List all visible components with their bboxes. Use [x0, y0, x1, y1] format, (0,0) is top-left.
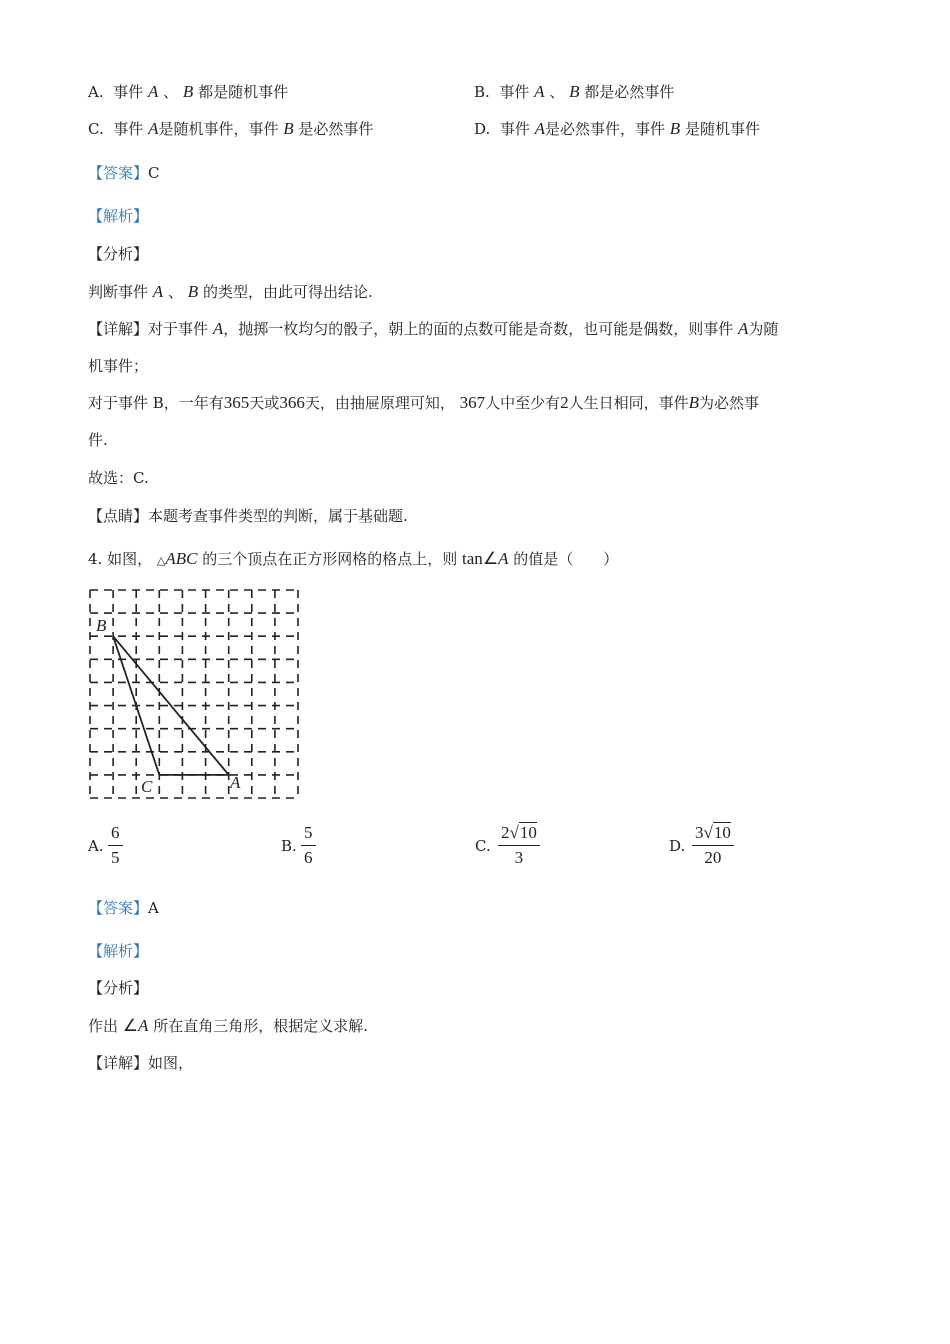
option-text: 都是随机事件 [198, 83, 289, 101]
number: 2 [560, 393, 569, 412]
option-text: 事件 [499, 83, 530, 101]
triangle-symbol: △ [156, 554, 166, 567]
angle-symbol: ∠ [122, 1016, 139, 1035]
q4-answer [88, 898, 159, 918]
answer-value: A [148, 899, 159, 917]
q4-option-c-letter: C. [475, 837, 491, 855]
option-letter: B. [474, 83, 490, 101]
answer-value: C [148, 164, 160, 182]
text: 的三个顶点在正方形网格的格点上，则 [202, 550, 458, 568]
q3-option-c [88, 119, 373, 139]
option-text: 、 [163, 83, 179, 101]
q4-option-b-letter: B. [281, 837, 297, 855]
vertex-b-label: B [96, 616, 107, 635]
coefficient: 3 [695, 823, 704, 842]
math-var: B [283, 119, 294, 138]
math-var: A [148, 119, 159, 138]
q4-detail [88, 1053, 193, 1073]
answer-label: 【答案】 [88, 164, 149, 182]
numerator: 3√10 [695, 823, 731, 842]
radicand: 10 [713, 823, 731, 842]
vertex-a-label: A [230, 773, 241, 792]
q4-option-c-fraction [498, 823, 540, 868]
option-letter: A. [88, 83, 104, 101]
option-text: 是随机事件，事件 [158, 120, 279, 138]
text: ，抛掷一枚均匀的骰子，朝上的面的点数可能是奇数，也可能是偶数，则事件 [223, 320, 734, 338]
vertex-c-label: C [141, 777, 153, 796]
q4-jiexi-label: 【解析】 [88, 942, 149, 960]
number: 366 [279, 393, 305, 412]
math-func: tan [462, 549, 483, 568]
text: 对于事件 [148, 320, 209, 338]
math-var: B [669, 119, 681, 138]
q4-fenxi-label: 【分析】 [88, 979, 149, 997]
option-text: 是随机事件 [684, 120, 760, 138]
text: 所在直角三角形，根据定义求解. [153, 1017, 368, 1035]
text: 的值是（ ） [513, 550, 619, 568]
q3-detail-line1-cont: 机事件； [88, 357, 149, 375]
q3-fenxi-text [88, 282, 373, 302]
coefficient: 2 [501, 823, 510, 842]
numerator: 2√10 [501, 823, 537, 842]
math-var: B [182, 82, 194, 101]
option-text: 都是必然事件 [584, 83, 675, 101]
number: 365 [223, 393, 250, 412]
option-text: 是必然事件 [298, 120, 374, 138]
q3-detail-line1 [88, 319, 778, 339]
text: 4. 如图， [88, 550, 153, 568]
q3-choose: 故选：C. [88, 469, 149, 487]
radicand: 10 [519, 823, 537, 842]
q4-option-d-letter: D. [669, 837, 686, 855]
dashed-grid [90, 590, 298, 798]
denominator: 5 [111, 848, 120, 867]
answer-label: 【答案】 [88, 899, 149, 917]
option-text: 事件 [113, 83, 144, 101]
math-var: A [534, 82, 545, 101]
option-text: 事件 [113, 120, 144, 138]
angle-symbol: ∠ [482, 549, 499, 568]
denominator: 3 [514, 848, 524, 867]
math-var: A [147, 82, 159, 101]
q4-option-a-fraction [108, 823, 123, 868]
q3-detail-line2 [88, 393, 759, 413]
text: 判断事件 [88, 283, 149, 301]
text: 人生日相同，事件 [568, 394, 689, 412]
text: 为必然事 [699, 394, 760, 412]
text: 如图， [148, 1054, 194, 1072]
detail-label: 【详解】 [88, 1054, 149, 1072]
q4-fenxi-text [88, 1016, 368, 1036]
text: 、 [167, 283, 183, 301]
math-var: A [212, 319, 224, 338]
text: 人中至少有 [485, 394, 561, 412]
numerator: 5 [304, 823, 313, 842]
q3-dianjing [88, 506, 408, 526]
text: 作出 [88, 1017, 119, 1035]
text: 为随 [748, 320, 779, 338]
q3-option-d [474, 119, 760, 139]
denominator: 6 [304, 848, 313, 867]
denominator: 20 [704, 848, 722, 867]
math-var: B [569, 82, 580, 101]
text: 天，由抽屉原理可知， [304, 394, 455, 412]
math-var: B [688, 393, 700, 412]
q4-stem [88, 549, 618, 571]
math-var: A [534, 119, 545, 138]
q4-option-b-fraction [301, 823, 316, 868]
math-var: A [738, 319, 749, 338]
detail-label: 【详解】 [88, 320, 149, 338]
option-letter: C. [88, 120, 104, 138]
math-var: ABC [165, 549, 198, 568]
grid-figure [84, 584, 304, 804]
dianjing-label: 【点睛】 [88, 507, 149, 525]
option-text: 事件 [499, 120, 530, 138]
option-text: 、 [549, 83, 565, 101]
number: 367 [459, 393, 486, 412]
q4-option-a-letter: A. [88, 837, 104, 855]
option-letter: D. [474, 120, 491, 138]
q3-detail-line2-cont: 件. [88, 431, 108, 449]
math-var: A [138, 1016, 149, 1035]
text: 天或 [249, 394, 280, 412]
text: 对于事件 B，一年有 [88, 394, 224, 412]
text: 的类型，由此可得出结论. [202, 283, 373, 301]
option-text: 是必然事件，事件 [545, 120, 666, 138]
math-var: B [187, 282, 199, 301]
q3-option-a [88, 82, 288, 102]
q4-option-d-fraction [692, 823, 734, 868]
q3-answer [88, 163, 160, 183]
numerator: 6 [111, 823, 120, 842]
q3-option-b [474, 82, 674, 102]
math-var: A [152, 282, 164, 301]
q3-fenxi-label: 【分析】 [88, 245, 149, 263]
q3-jiexi-label: 【解析】 [88, 207, 149, 225]
math-var: A [498, 549, 509, 568]
text: 本题考查事件类型的判断，属于基础题. [148, 507, 408, 525]
triangle-abc [113, 636, 229, 775]
